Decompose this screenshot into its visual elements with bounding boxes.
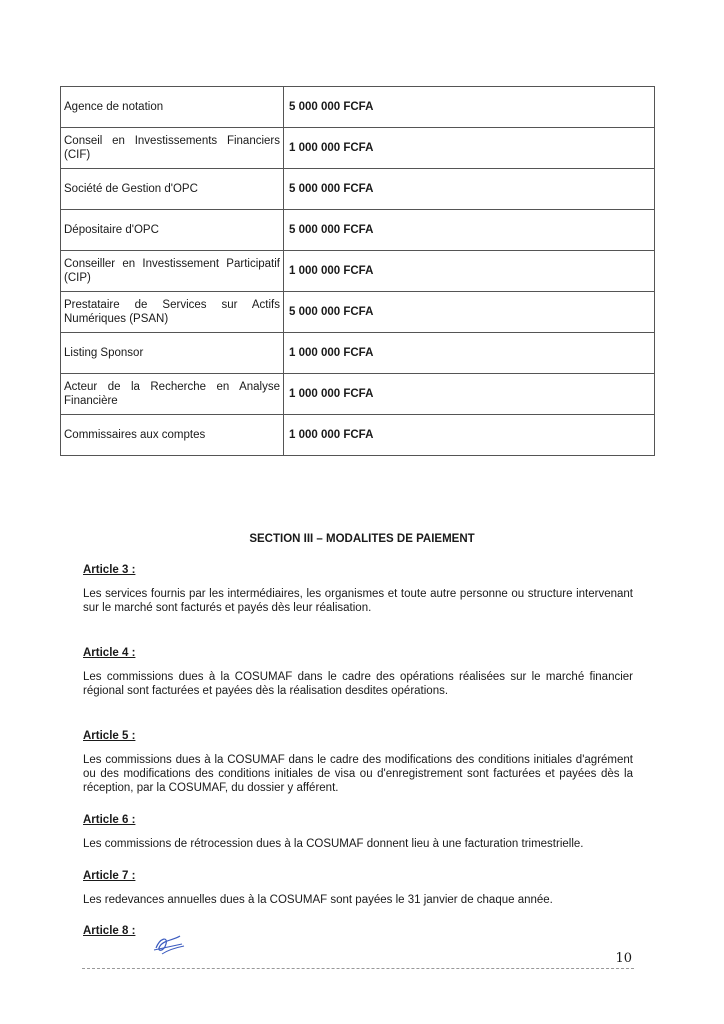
article-text: Les redevances annuelles dues à la COSUMAF sont payées le 31 janvier de chaque année. [83, 894, 553, 906]
article-heading: Article 7 : [83, 870, 136, 882]
fee-table [60, 86, 655, 456]
service-label: Agence de notation [61, 87, 284, 128]
service-label: Prestataire de Services sur Actifs Numériques (PSAN) [61, 292, 284, 333]
table-row [61, 374, 655, 415]
section-title: SECTION III – MODALITES DE PAIEMENT [249, 533, 475, 545]
table-row [61, 251, 655, 292]
fee-amount: 5 000 000 FCFA [284, 210, 655, 251]
fee-amount: 1 000 000 FCFA [284, 128, 655, 169]
fee-amount: 5 000 000 FCFA [284, 87, 655, 128]
table-row [61, 210, 655, 251]
table-row [61, 333, 655, 374]
fee-amount: 5 000 000 FCFA [284, 169, 655, 210]
article-text: Les commissions dues à la COSUMAF dans le cadre des modifications des conditions initiales d'agrément ou des modifications des conditions initiales de visa ou d'enregistrement sont facturées et payées dès la réception, par la COSUMAF, du dossier y afférent. [83, 754, 633, 794]
fee-amount: 1 000 000 FCFA [284, 333, 655, 374]
service-label: Dépositaire d'OPC [61, 210, 284, 251]
service-label: Conseil en Investissements Financiers (CIF) [61, 128, 284, 169]
initials-signature-icon [150, 930, 190, 958]
article-5 [83, 729, 633, 795]
article-heading: Article 6 : [83, 814, 136, 826]
article-6 [83, 813, 633, 851]
table-row [61, 169, 655, 210]
table-row [61, 128, 655, 169]
footer-divider [82, 968, 634, 969]
article-heading: Article 4 : [83, 647, 136, 659]
service-label: Listing Sponsor [61, 333, 284, 374]
page-number: 10 [615, 951, 632, 966]
article-4 [83, 646, 633, 698]
article-text: Les services fournis par les intermédiaires, les organismes et toute autre personne ou structure intervenant sur le marché sont facturés et payés dès leur réalisation. [83, 588, 633, 614]
fee-amount: 1 000 000 FCFA [284, 374, 655, 415]
service-label: Acteur de la Recherche en Analyse Financière [61, 374, 284, 415]
article-3 [83, 563, 633, 615]
service-label: Conseiller en Investissement Participatif (CIP) [61, 251, 284, 292]
fee-amount: 1 000 000 FCFA [284, 251, 655, 292]
table-row [61, 292, 655, 333]
fee-amount: 5 000 000 FCFA [284, 292, 655, 333]
fee-amount: 1 000 000 FCFA [284, 415, 655, 456]
article-heading: Article 8 : [83, 925, 136, 937]
article-heading: Article 5 : [83, 730, 136, 742]
service-label: Société de Gestion d'OPC [61, 169, 284, 210]
article-text: Les commissions dues à la COSUMAF dans le cadre des opérations réalisées sur le marché financier régional sont facturées et payées dès la réalisation desdites opérations. [83, 671, 633, 697]
table-row [61, 87, 655, 128]
article-heading: Article 3 : [83, 564, 136, 576]
service-label: Commissaires aux comptes [61, 415, 284, 456]
article-text: Les commissions de rétrocession dues à la COSUMAF donnent lieu à une facturation trimestrielle. [83, 838, 584, 850]
table-row [61, 415, 655, 456]
article-7 [83, 869, 633, 907]
